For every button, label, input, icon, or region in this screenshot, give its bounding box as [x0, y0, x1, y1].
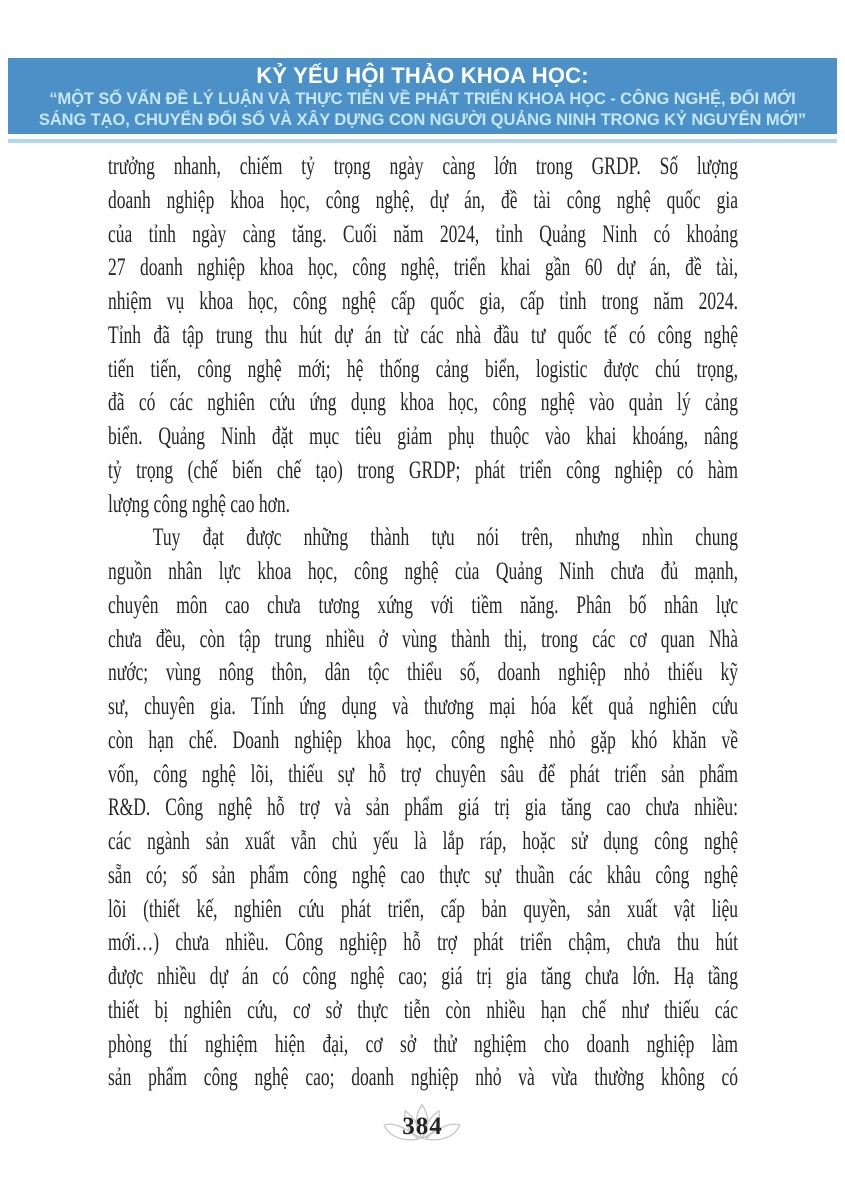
page-number: 384 [402, 1113, 443, 1140]
text-line: của tỉnh ngày càng tăng. Cuối năm 2024, tỉnh Quảng Ninh có khoảng [108, 220, 738, 248]
text-line: vốn, công nghệ lõi, thiếu sự hỗ trợ chuyên sâu để phát triển sản phẩm [108, 760, 738, 788]
text-line: sư, chuyên gia. Tính ứng dụng và thương mại hóa kết quả nghiên cứu [108, 693, 738, 720]
text-line: còn hạn chế. Doanh nghiệp khoa học, công nghệ nhỏ gặp khó khăn về [108, 726, 738, 754]
text-line: lượng công nghệ cao hơn. [108, 490, 291, 518]
text-line: đã có các nghiên cứu ứng dụng khoa học, công nghệ vào quản lý cảng [108, 389, 738, 417]
text-line: các ngành sản xuất vẫn chủ yếu là lắp ráp, hoặc sử dụng công nghệ [108, 828, 738, 855]
header-subtitle-line2: SÁNG TẠO, CHUYỂN ĐỔI SỐ VÀ XÂY DỰNG CON NGƯỜI QUẢNG NINH TRONG KỶ NGUYÊN MỚI” [38, 111, 807, 129]
text-line: nguồn nhân lực khoa học, công nghệ của Quảng Ninh chưa đủ mạnh, [108, 558, 738, 585]
text-line: trưởng nhanh, chiếm tỷ trọng ngày càng lớn trong GRDP. Số lượng [108, 153, 738, 180]
text-line: mới…) chưa nhiều. Công nghiệp hỗ trợ phát triển chậm, chưa thu hút [108, 929, 738, 957]
text-line: chuyên môn cao chưa tương xứng với tiềm năng. Phân bố nhân lực [108, 591, 738, 619]
text-line: biển. Quảng Ninh đặt mục tiêu giảm phụ thuộc vào khai khoáng, nâng [108, 423, 738, 450]
text-line: sản phẩm công nghệ cao; doanh nghiệp nhỏ và vừa thường không có [108, 1064, 738, 1092]
text-line: lõi (thiết kế, nghiên cứu phát triển, cấp bản quyền, sản xuất vật liệu [108, 895, 738, 923]
text-line: R&D. Công nghệ hỗ trợ và sản phẩm giá trị gia tăng cao chưa nhiều: [108, 794, 738, 822]
text-line: thiết bị nghiên cứu, cơ sở thực tiễn còn nhiều hạn chế như thiếu các [108, 996, 738, 1024]
text-line: sẵn có; số sản phẩm công nghệ cao thực sự thuần các khâu công nghệ [108, 861, 738, 889]
text-line: chưa đều, còn tập trung nhiều ở vùng thành thị, trong các cơ quan Nhà [108, 625, 738, 653]
text-line: tiến tiến, công nghệ mới; hệ thống cảng biển, logistic được chú trọng, [108, 355, 738, 383]
header-title: KỶ YẾU HỘI THẢO KHOA HỌC: [256, 63, 589, 88]
text-line: Tỉnh đã tập trung thu hút dự án từ các nhà đầu tư quốc tế có công nghệ [108, 321, 738, 349]
text-line: 27 doanh nghiệp khoa học, công nghệ, triển khai gần 60 dự án, đề tài, [108, 254, 738, 282]
text-line: nước; vùng nông thôn, dân tộc thiểu số, doanh nghiệp nhỏ thiếu kỹ [108, 659, 738, 687]
header-rule [8, 139, 837, 143]
paragraph [108, 150, 738, 521]
paragraph [108, 521, 738, 1095]
text-line: tỷ trọng (chế biến chế tạo) trong GRDP; phát triển công nghiệp có hàm [108, 456, 738, 484]
text-line: Tuy đạt được những thành tựu nói trên, nhưng nhìn chung [152, 524, 739, 552]
header-band [8, 58, 837, 134]
text-line: phòng thí nghiệm hiện đại, cơ sở thử nghiệm cho doanh nghiệp làm [108, 1030, 738, 1058]
body-text [108, 150, 738, 1095]
footer [0, 1100, 845, 1156]
header-subtitle-line1: “MỘT SỐ VẤN ĐỀ LÝ LUẬN VÀ THỰC TIỄN VỀ PHÁT TRIỂN KHOA HỌC - CÔNG NGHỆ, ĐỔI MỚI [49, 90, 796, 108]
text-line: được nhiều dự án có công nghệ cao; giá trị gia tăng chưa lớn. Hạ tầng [108, 963, 738, 990]
text-line: doanh nghiệp khoa học, công nghệ, dự án, đề tài công nghệ quốc gia [108, 186, 738, 214]
text-line: nhiệm vụ khoa học, công nghệ cấp quốc gia, cấp tỉnh trong năm 2024. [108, 288, 738, 315]
